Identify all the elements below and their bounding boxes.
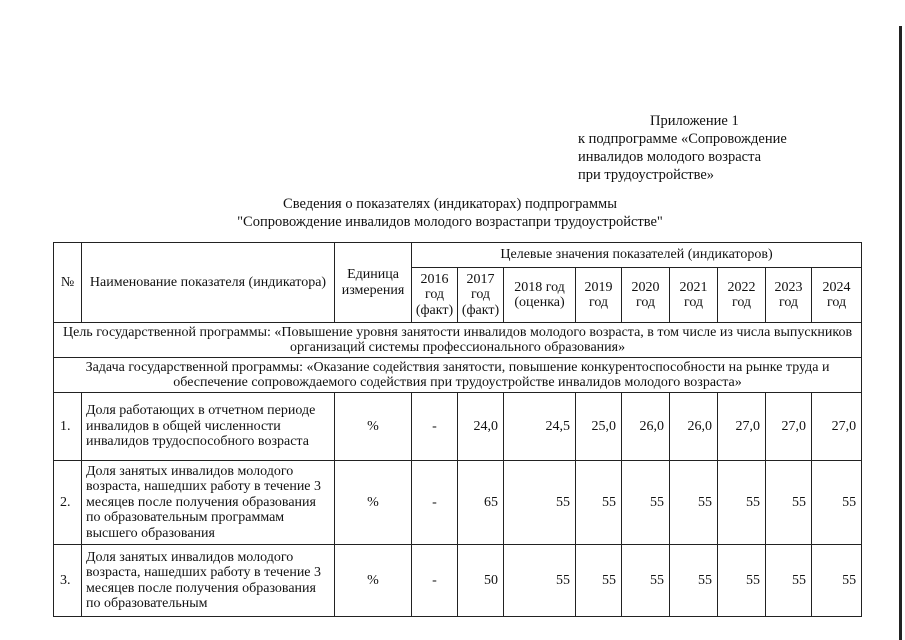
row-value: 24,5 <box>504 393 576 461</box>
row-value: - <box>412 545 458 617</box>
table-row <box>54 545 862 617</box>
header-name: Наименование показателя (индикатора) <box>82 243 335 323</box>
header-year: 2024 год <box>812 268 862 323</box>
row-value: 25,0 <box>576 393 622 461</box>
table-row <box>54 461 862 545</box>
row-value: 26,0 <box>622 393 670 461</box>
row-value: 55 <box>504 461 576 545</box>
goal-row: Цель государственной программы: «Повышение уровня занятости инвалидов молодого возраста, в том числе из числа выпускников организаций системы профессионального образования» <box>54 323 862 358</box>
row-unit: % <box>335 393 412 461</box>
header-year: 2021 год <box>670 268 718 323</box>
header-num: № <box>54 243 82 323</box>
row-num: 3. <box>54 545 82 617</box>
header-year: 2022 год <box>718 268 766 323</box>
row-value: 55 <box>670 545 718 617</box>
header-year: 2018 год (оценка) <box>504 268 576 323</box>
appendix-line: при трудоустройстве» <box>578 167 715 183</box>
row-value: 55 <box>670 461 718 545</box>
row-value: 50 <box>458 545 504 617</box>
title-line-1: Сведения о показателях (индикаторах) подпрограммы <box>283 196 617 212</box>
table-row <box>54 393 862 461</box>
row-unit: % <box>335 545 412 617</box>
row-value: 65 <box>458 461 504 545</box>
header-year: 2016 год (факт) <box>412 268 458 323</box>
header-year: 2017 год (факт) <box>458 268 504 323</box>
indicators-table <box>53 242 862 617</box>
header-unit: Единица измерения <box>335 243 412 323</box>
title-line-2: "Сопровождение инвалидов молодого возрастапри трудоустройстве" <box>237 214 663 230</box>
appendix-line: инвалидов молодого возраста <box>578 149 762 165</box>
row-name: Доля работающих в отчетном периоде инвалидов в общей численности инвалидов трудоспособного возраста <box>82 393 335 461</box>
row-value: 27,0 <box>812 393 862 461</box>
scan-edge-line <box>899 26 902 640</box>
header-target-values: Целевые значения показателей (индикаторов) <box>412 243 862 268</box>
row-value: 24,0 <box>458 393 504 461</box>
row-value: 55 <box>504 545 576 617</box>
row-value: 55 <box>766 461 812 545</box>
task-row: Задача государственной программы: «Оказание содействия занятости, повышение конкурентоспособности на рынке труда и обеспечение сопровождаемого содействия при трудоустройстве инвалидов молодого возраста» <box>54 358 862 393</box>
row-value: 55 <box>718 461 766 545</box>
row-value: 55 <box>576 545 622 617</box>
document-title <box>150 195 750 231</box>
row-name: Доля занятых инвалидов молодого возраста, нашедших работу в течение 3 месяцев после получения образования по образовательным программам высшего образования <box>82 461 335 545</box>
row-value: 55 <box>812 461 862 545</box>
row-value: 55 <box>622 461 670 545</box>
appendix-line: к подпрограмме «Сопровождение <box>578 131 787 147</box>
appendix-note <box>578 112 838 184</box>
row-num: 1. <box>54 393 82 461</box>
row-value: 27,0 <box>718 393 766 461</box>
header-year: 2020 год <box>622 268 670 323</box>
row-value: 27,0 <box>766 393 812 461</box>
row-value: - <box>412 393 458 461</box>
row-value: - <box>412 461 458 545</box>
row-value: 55 <box>766 545 812 617</box>
row-name: Доля занятых инвалидов молодого возраста, нашедших работу в течение 3 месяцев после получения образования по образовательным <box>82 545 335 617</box>
row-num: 2. <box>54 461 82 545</box>
row-value: 26,0 <box>670 393 718 461</box>
row-value: 55 <box>576 461 622 545</box>
header-year: 2023 год <box>766 268 812 323</box>
row-unit: % <box>335 461 412 545</box>
row-value: 55 <box>812 545 862 617</box>
row-value: 55 <box>622 545 670 617</box>
header-year: 2019 год <box>576 268 622 323</box>
appendix-line: Приложение 1 <box>650 113 739 129</box>
row-value: 55 <box>718 545 766 617</box>
